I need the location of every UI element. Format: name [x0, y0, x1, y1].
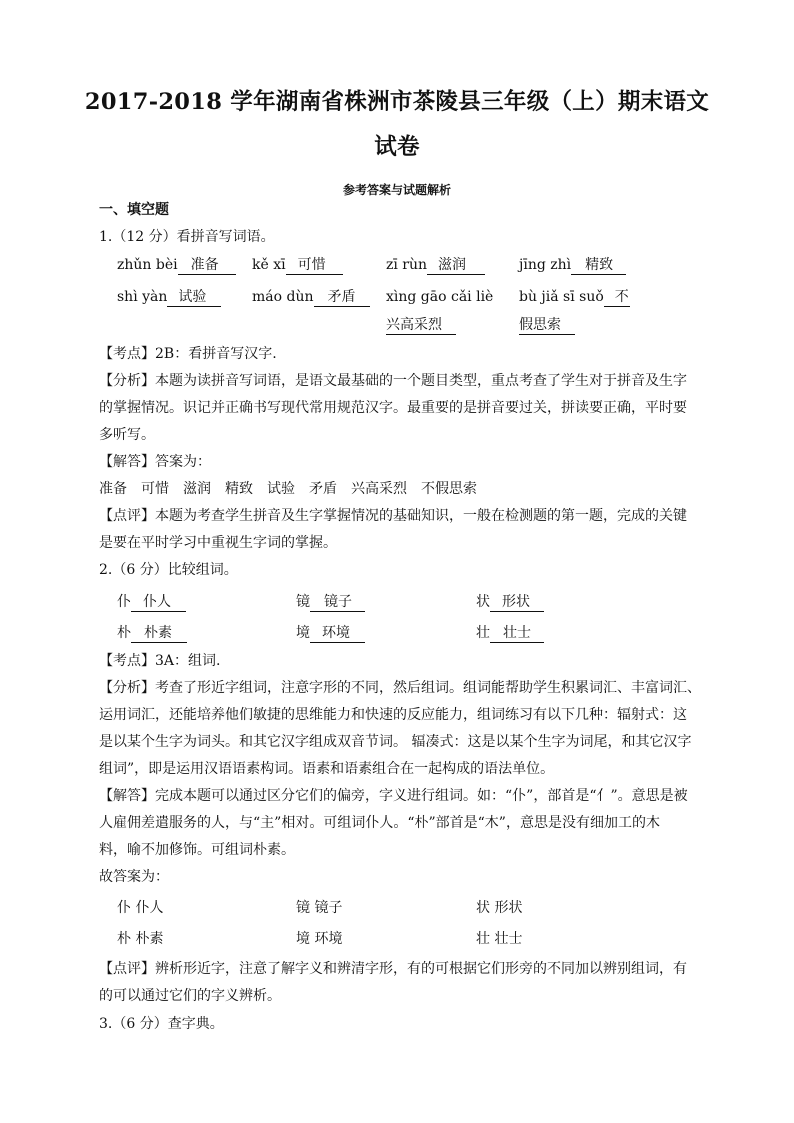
q1-fenxi-cont: 多听写。: [99, 427, 155, 443]
q1-item: zī rùn 滋润: [386, 256, 485, 275]
q2-item: 镜 镜子: [296, 593, 365, 612]
q1-item: máo dùn 矛盾: [252, 288, 370, 307]
q1-answers: 准备 可惜 滋润 精致 试验 矛盾 兴高采烈 不假思索: [99, 481, 477, 497]
q2-item: 壮 壮士: [476, 624, 544, 643]
q2-final-label: 故答案为：: [99, 869, 169, 885]
q1-item: jīng zhì 精致: [519, 256, 626, 275]
q2-stem: 2.（6 分）比较组词。: [99, 562, 238, 578]
page-title: 2017-2018 学年湖南省株洲市茶陵县三年级（上）期末语文: [84, 89, 710, 115]
q2-kaodian: 【考点】3A：组词.: [99, 653, 221, 669]
q2-item: 仆 仆人: [117, 593, 186, 612]
q1-item: shì yàn 试验: [117, 288, 221, 307]
q2-fenxi-cont: 是以某个生字为词头。和其它汉字组成双音节词。 辐凑式：这是以某个生字为词尾，和其它汉字: [99, 734, 692, 750]
q1-fenxi-cont: 的掌握情况。识记并正确书写现代常用规范汉字。最重要的是拼音要过关，拼读要正确，平时要: [99, 400, 687, 416]
q2-fenxi-cont: 运用词汇，还能培养他们敏捷的思维能力和快速的反应能力，组词练习有以下几种：辐射式：这: [99, 707, 687, 723]
page-subtitle: 参考答案与试题解析: [342, 183, 451, 197]
q2-fenxi: 【分析】考查了形近字组词，注意字形的不同，然后组词。组词能帮助学生积累词汇、丰富词汇、: [99, 680, 701, 696]
q1-item: kě xī 可惜: [252, 256, 343, 275]
q1-jieda: 【解答】答案为：: [99, 454, 211, 470]
q3-stem: 3.（6 分）查字典。: [99, 1016, 224, 1032]
q1-fenxi: 【分析】本题为读拼音写词语，是语文最基础的一个题目类型，重点考查了学生对于拼音及生字: [99, 373, 687, 389]
q2-jieda-cont: 料，喻不加修饰。可组词朴素。: [99, 842, 295, 858]
q2-fenxi-cont: 组词”，即是运用汉语语素构词。语素和语素组合在一起构成的语法单位。: [99, 761, 555, 777]
q1-answer-wrap: 假思索: [519, 316, 575, 335]
q1-dianping-cont: 是要在平时学习中重视生字词的掌握。: [99, 535, 337, 551]
page-title-line2: 试卷: [374, 134, 420, 160]
q2-final-item: 镜 镜子: [296, 900, 343, 916]
q2-jieda: 【解答】完成本题可以通过区分它们的偏旁，字义进行组词。如：“仆”，部首是“亻”。意思是被: [99, 788, 688, 804]
q1-dianping: 【点评】本题为考查学生拼音及生字掌握情况的基础知识，一般在检测题的第一题，完成的关键: [99, 508, 687, 524]
q1-kaodian: 【考点】2B：看拼音写汉字.: [99, 346, 277, 362]
q2-item: 朴 朴素: [117, 624, 187, 643]
q2-final-item: 壮 壮士: [476, 931, 523, 947]
q2-item: 境 环境: [296, 624, 365, 643]
q2-dianping-cont: 的可以通过它们的字义辨析。: [99, 988, 281, 1004]
q1-item: xìng gāo cǎi liè: [386, 289, 494, 305]
q1-stem: 1.（12 分）看拼音写词语。: [99, 229, 275, 245]
q2-jieda-cont: 人雇佣差遣服务的人，与“主”相对。可组词仆人。“朴”部首是“木”，意思是没有细加工的木: [99, 815, 660, 831]
q2-dianping: 【点评】辨析形近字，注意了解字义和辨清字形，有的可根据它们形旁的不同加以辨别组词，有: [99, 961, 687, 977]
q2-final-item: 状 形状: [476, 900, 523, 916]
q1-item: bù jiǎ sī suǒ 不: [519, 289, 629, 305]
q1-item: zhǔn bèi 准备: [117, 256, 236, 275]
q2-item: 状 形状: [476, 593, 544, 612]
q2-final-item: 境 环境: [296, 931, 343, 947]
q1-answer-wrap: 兴高采烈: [386, 316, 456, 335]
q2-final-item: 仆 仆人: [117, 900, 164, 916]
section-heading-fill-blank: 一、填空题: [99, 202, 169, 218]
q2-final-item: 朴 朴素: [117, 931, 164, 947]
